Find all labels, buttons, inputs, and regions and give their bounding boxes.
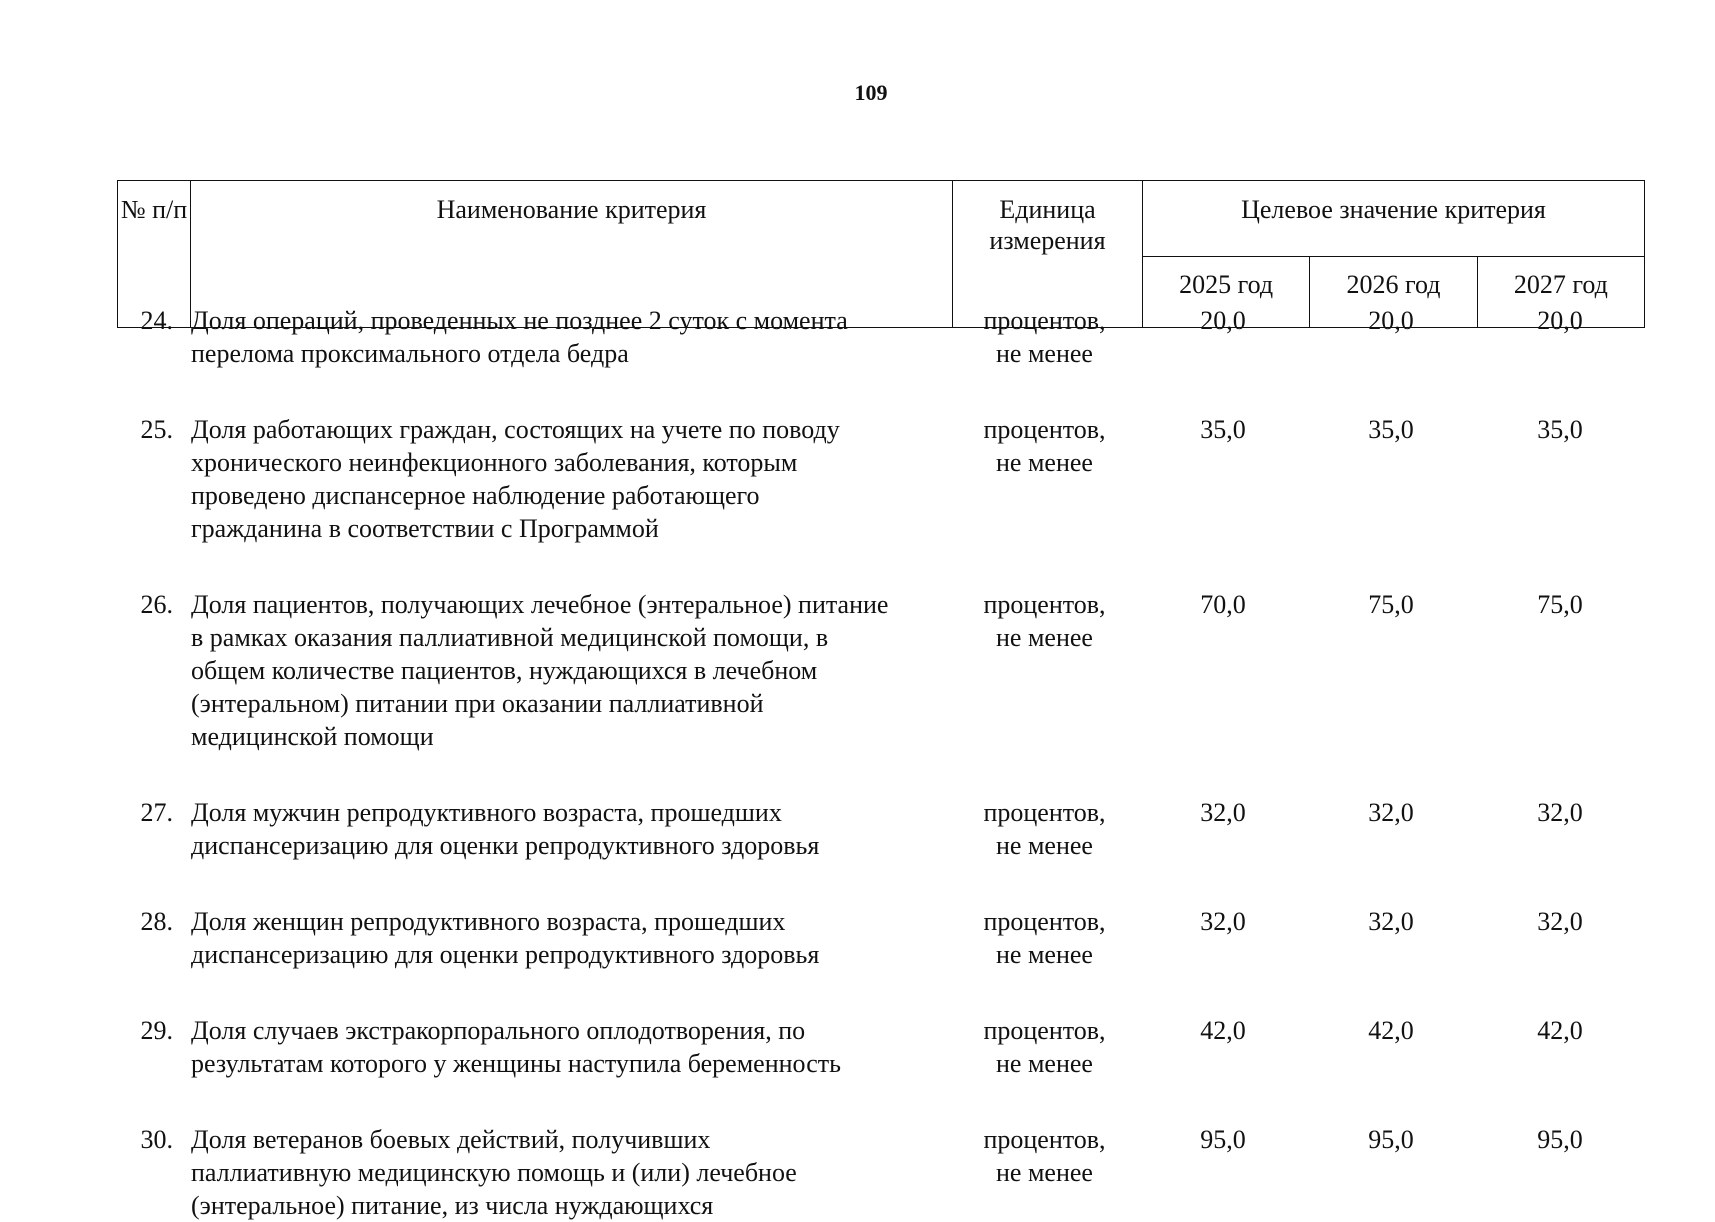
criterion-name xyxy=(191,1014,1071,1080)
table-row xyxy=(117,905,1645,971)
unit-line: не менее xyxy=(996,1158,1093,1187)
unit-of-measure xyxy=(950,1123,1139,1189)
unit-of-measure xyxy=(950,796,1139,862)
unit-line: не менее xyxy=(996,1049,1093,1078)
criterion-name-line: в рамках оказания паллиативной медицинской помощи, в xyxy=(191,623,829,652)
criterion-name-line: результатам которого у женщины наступила беременность xyxy=(191,1049,841,1078)
unit-of-measure xyxy=(950,413,1139,479)
criterion-name xyxy=(191,588,1071,753)
target-value-2027: 75,0 xyxy=(1537,590,1583,619)
unit-line: процентов, xyxy=(983,798,1106,827)
target-value-2027: 32,0 xyxy=(1537,907,1583,936)
criterion-name-line: проведено диспансерное наблюдение работающего xyxy=(191,481,760,510)
row-number: 29. xyxy=(140,1016,173,1045)
table-row xyxy=(117,1123,1645,1222)
criterion-name-line: диспансеризацию для оценки репродуктивного здоровья xyxy=(191,940,820,969)
criterion-name-line: Доля операций, проведенных не позднее 2 суток с момента xyxy=(191,306,848,335)
target-value-2025: 32,0 xyxy=(1200,798,1246,827)
criterion-name-line: Доля мужчин репродуктивного возраста, прошедших xyxy=(191,798,782,827)
target-value-2025: 95,0 xyxy=(1200,1125,1246,1154)
row-number: 25. xyxy=(140,415,173,444)
unit-line: не менее xyxy=(996,339,1093,368)
criterion-name-line: общем количестве пациентов, нуждающихся в лечебном xyxy=(191,656,818,685)
target-value-2025: 20,0 xyxy=(1200,306,1246,335)
criterion-name-line: хронического неинфекционного заболевания, которым xyxy=(191,448,798,477)
unit-line: не менее xyxy=(996,623,1093,652)
criterion-name xyxy=(191,413,1071,545)
unit-line: не менее xyxy=(996,940,1093,969)
criterion-name xyxy=(191,796,1071,862)
table-row xyxy=(117,796,1645,862)
row-number: 30. xyxy=(140,1125,173,1154)
unit-line: не менее xyxy=(996,448,1093,477)
criterion-name xyxy=(191,1123,1071,1222)
header-num: № п/п xyxy=(118,181,191,328)
target-value-2025: 35,0 xyxy=(1200,415,1246,444)
table-row xyxy=(117,304,1645,370)
target-value-2026: 20,0 xyxy=(1368,306,1414,335)
row-number: 28. xyxy=(140,907,173,936)
target-value-2027: 32,0 xyxy=(1537,798,1583,827)
target-value-2026: 32,0 xyxy=(1368,798,1414,827)
criterion-name-line: (энтеральное) питание, из числа нуждающихся xyxy=(191,1191,714,1220)
target-value-2027: 20,0 xyxy=(1537,306,1583,335)
target-value-2026: 75,0 xyxy=(1368,590,1414,619)
criterion-name-line: паллиативную медицинскую помощь и (или) лечебное xyxy=(191,1158,797,1187)
unit-line: процентов, xyxy=(983,1016,1106,1045)
unit-line: процентов, xyxy=(983,907,1106,936)
table-row xyxy=(117,588,1645,753)
criterion-name-line: Доля ветеранов боевых действий, получивших xyxy=(191,1125,711,1154)
criterion-name-line: Доля пациентов, получающих лечебное (энтеральное) питание xyxy=(191,590,889,619)
target-value-2026: 32,0 xyxy=(1368,907,1414,936)
unit-of-measure xyxy=(950,588,1139,654)
header-year-2025: 2025 год xyxy=(1143,257,1310,328)
criterion-name-line: Доля работающих граждан, состоящих на учете по поводу xyxy=(191,415,840,444)
target-value-2026: 95,0 xyxy=(1368,1125,1414,1154)
criteria-table-body xyxy=(117,304,1645,1222)
table-row xyxy=(117,1014,1645,1080)
criterion-name xyxy=(191,905,1071,971)
criterion-name-line: перелома проксимального отдела бедра xyxy=(191,339,629,368)
target-value-2027: 35,0 xyxy=(1537,415,1583,444)
row-number: 26. xyxy=(140,590,173,619)
target-value-2027: 42,0 xyxy=(1537,1016,1583,1045)
target-value-2027: 95,0 xyxy=(1537,1125,1583,1154)
unit-line: процентов, xyxy=(983,306,1106,335)
unit-of-measure xyxy=(950,304,1139,370)
header-name: Наименование критерия xyxy=(191,181,953,328)
target-value-2026: 35,0 xyxy=(1368,415,1414,444)
criterion-name-line: диспансеризацию для оценки репродуктивного здоровья xyxy=(191,831,820,860)
criterion-name xyxy=(191,304,1071,370)
row-number: 24. xyxy=(140,306,173,335)
unit-of-measure xyxy=(950,905,1139,971)
header-year-2026: 2026 год xyxy=(1310,257,1477,328)
target-value-2026: 42,0 xyxy=(1368,1016,1414,1045)
header-unit: Единица измерения xyxy=(953,181,1143,328)
criterion-name-line: (энтеральном) питании при оказании паллиативной xyxy=(191,689,764,718)
target-value-2025: 42,0 xyxy=(1200,1016,1246,1045)
unit-line: процентов, xyxy=(983,590,1106,619)
unit-line: не менее xyxy=(996,831,1093,860)
criterion-name-line: Доля женщин репродуктивного возраста, прошедших xyxy=(191,907,786,936)
page-number: 109 xyxy=(854,80,888,105)
unit-line: процентов, xyxy=(983,1125,1106,1154)
row-number: 27. xyxy=(140,798,173,827)
table-row xyxy=(117,413,1645,545)
unit-of-measure xyxy=(950,1014,1139,1080)
criterion-name-line: гражданина в соответствии с Программой xyxy=(191,514,659,543)
header-target-value: Целевое значение критерия xyxy=(1143,181,1645,257)
header-year-2027: 2027 год xyxy=(1477,257,1644,328)
criterion-name-line: Доля случаев экстракорпорального оплодотворения, по xyxy=(191,1016,806,1045)
target-value-2025: 32,0 xyxy=(1200,907,1246,936)
criterion-name-line: медицинской помощи xyxy=(191,722,434,751)
target-value-2025: 70,0 xyxy=(1200,590,1246,619)
unit-line: процентов, xyxy=(983,415,1106,444)
